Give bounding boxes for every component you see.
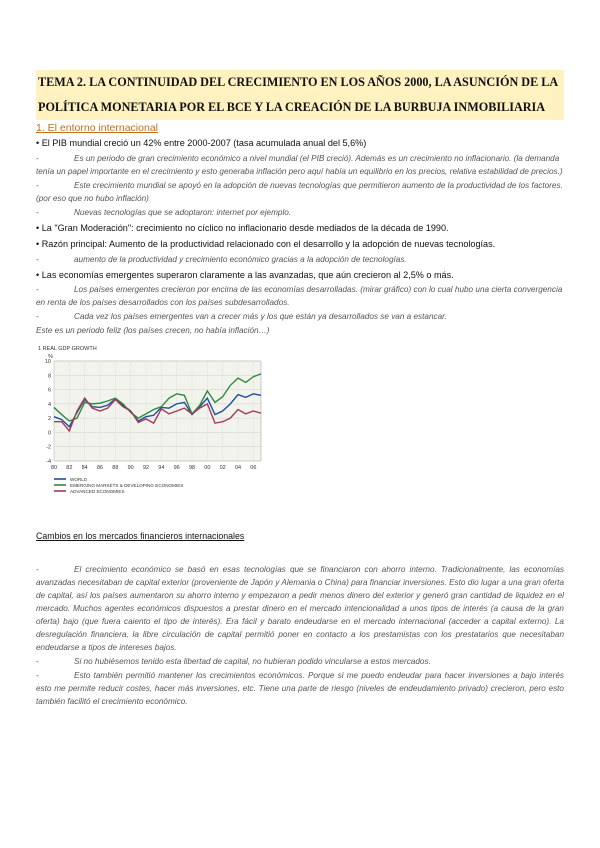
x-tick-label: 82: [66, 465, 73, 471]
dash-paragraph-2: - Este crecimiento mundial se apoyó en la adopción de nuevas tecnologías que permitieron aumento de la productividad de los factores. (por eso que no hubo inflación): [36, 180, 563, 203]
fin-paragraph-1: - El crecimiento económico se basó en esas tecnologías que se financiaron con ahorro interno. Tradicionalmente, las economías avanzadas necesitaban de capital exterior (proveniente de Japón y Alemania o China) para financiar inversiones. Esto dio lugar a una gran oferta de capital, así los países aumentaron su ahorro interno y empezaron a pedir menos dinero del exterior y generó gran cantidad de liquidez en el mercado. Muchos agentes económicos dispuestos a prestar dinero en el mercado intencionalidad a unos tipos de interés (a causa de la gran oferta) bajo (que fuera caiento el tipo de interés). Era fácil y barato endeudarse en el mercado internacional (acceder a capital externo). La desregulación financiera, la libre circulación de capital permitió poner en contacto a los prestamistas con los prestatarios que necesitaban endeudarse a tipos de intereses bajos.: [36, 565, 564, 652]
x-tick-label: 84: [81, 465, 88, 471]
x-tick-label: 92: [142, 465, 150, 471]
legend-label: ADVANCED ECONOMIES: [70, 489, 125, 494]
y-axis-label: %: [48, 354, 53, 360]
dash-paragraph-3: - Nuevas tecnologías que se adoptaron: internet por ejemplo.: [36, 207, 292, 217]
x-tick-label: 90: [127, 465, 134, 471]
dash-marker: -: [36, 153, 39, 163]
x-tick-label: 88: [112, 465, 119, 471]
bullet-2: • La "Gran Moderación": crecimiento no cíclico no inflacionario desde mediados de la década de 1990.: [36, 222, 449, 233]
title-line-2: POLÍTICA MONETARIA POR EL BCE Y LA CREACIÓN DE LA BURBUJA INMOBILIARIA: [38, 100, 546, 114]
x-tick-label: 94: [158, 465, 165, 471]
chart-title: 1 REAL GDP GROWTH: [38, 346, 97, 352]
fin-paragraph-3: - Esto también permitió mantener los crecimientos económicos. Porque si me puedo endeudar para hacer inversiones a bajo interés esto me permite reducir costes, hacer más inversiones, etc. Tiene una parte de riesgo (niveles de endeudamiento privado) crecieron, pero esto también facilitó el crecimiento económico.: [36, 671, 564, 706]
dash-marker: -: [36, 657, 39, 666]
dash-paragraph-6: - Cada vez los países emergentes van a crecer más y los que están ya desarrollados se van a estancar.: [36, 312, 447, 321]
y-tick-label: 10: [44, 359, 51, 365]
y-tick-label: -2: [46, 444, 51, 451]
document-page: [36, 70, 564, 709]
y-tick-label: 6: [47, 387, 51, 394]
dash-marker: -: [36, 254, 39, 264]
bullet-4: • Las economías emergentes superaron claramente a las avanzadas, que aún crecieron al 2,5% o más.: [36, 269, 454, 280]
x-tick-label: 04: [234, 465, 242, 471]
dash-marker: -: [36, 285, 39, 294]
x-tick-label: 80: [50, 465, 58, 471]
x-tick-label: 02: [219, 465, 226, 471]
dash-paragraph-4: - aumento de la productividad y crecimiento económico gracias a la adopción de tecnologías.: [36, 254, 407, 264]
subsection-heading: Cambios en los mercados financieros internacionales: [36, 531, 245, 541]
y-tick-label: 0: [47, 430, 51, 437]
bullet-3: • Razón principal: Aumento de la productividad relacionado con el desarrollo y la adopción de nuevas tecnologías.: [36, 239, 496, 249]
dash-marker: -: [36, 671, 39, 680]
dash-marker: -: [36, 312, 39, 321]
dash-marker: -: [36, 207, 39, 217]
chart-svg: [36, 343, 271, 503]
x-tick-label: 96: [173, 465, 180, 471]
section-heading: 1. El entorno internacional: [36, 122, 158, 134]
y-tick-label: 4: [47, 401, 51, 408]
document-title: [36, 70, 564, 120]
x-tick-label: 06: [250, 465, 257, 471]
dash-paragraph-1: - Es un periodo de gran crecimiento económico a nivel mundial (el PIB creció). Además es un crecimiento no inflacionario. (la demanda tenía un papel importante en el crecimiento y esto generaba inflación pero aquí había un equilibrio en los precios, relativa estabilidad de precios.): [36, 153, 563, 176]
closing-note: Este es un periodo feliz (los países crecen, no había inflación…): [36, 326, 270, 335]
y-tick-label: 2: [47, 416, 51, 423]
dash-marker: -: [36, 180, 39, 190]
dash-marker: -: [36, 565, 39, 574]
title-line-1: TEMA 2. LA CONTINUIDAD DEL CRECIMIENTO EN LOS AÑOS 2000, LA ASUNCIÓN DE LA: [38, 75, 559, 89]
y-tick-label: 8: [47, 373, 51, 380]
legend-label: WORLD: [70, 477, 88, 482]
dash-paragraph-5: - Los países emergentes crecieron por encima de las economías desarrolladas. (mirar gráfico) con lo cual hubo una cierta convergencia en renta de los países desarrollados con los países subdesarrollados.: [36, 285, 563, 307]
gdp-growth-chart: [36, 343, 271, 503]
fin-paragraph-2: - Si no hubiésemos tenido esta libertad de capital, no hubieran podido vincularse a estos mercados.: [36, 657, 431, 666]
bullet-1: • El PIB mundial creció un 42% entre 2000-2007 (tasa acumulada anual del 5,6%): [36, 138, 367, 148]
x-tick-label: 86: [96, 465, 104, 471]
x-tick-label: 00: [204, 465, 211, 471]
y-tick-label: -4: [46, 459, 51, 465]
legend-label: EMERGING MARKETS & DEVELOPING ECONOMIES: [70, 483, 184, 488]
x-tick-label: 98: [188, 465, 196, 471]
